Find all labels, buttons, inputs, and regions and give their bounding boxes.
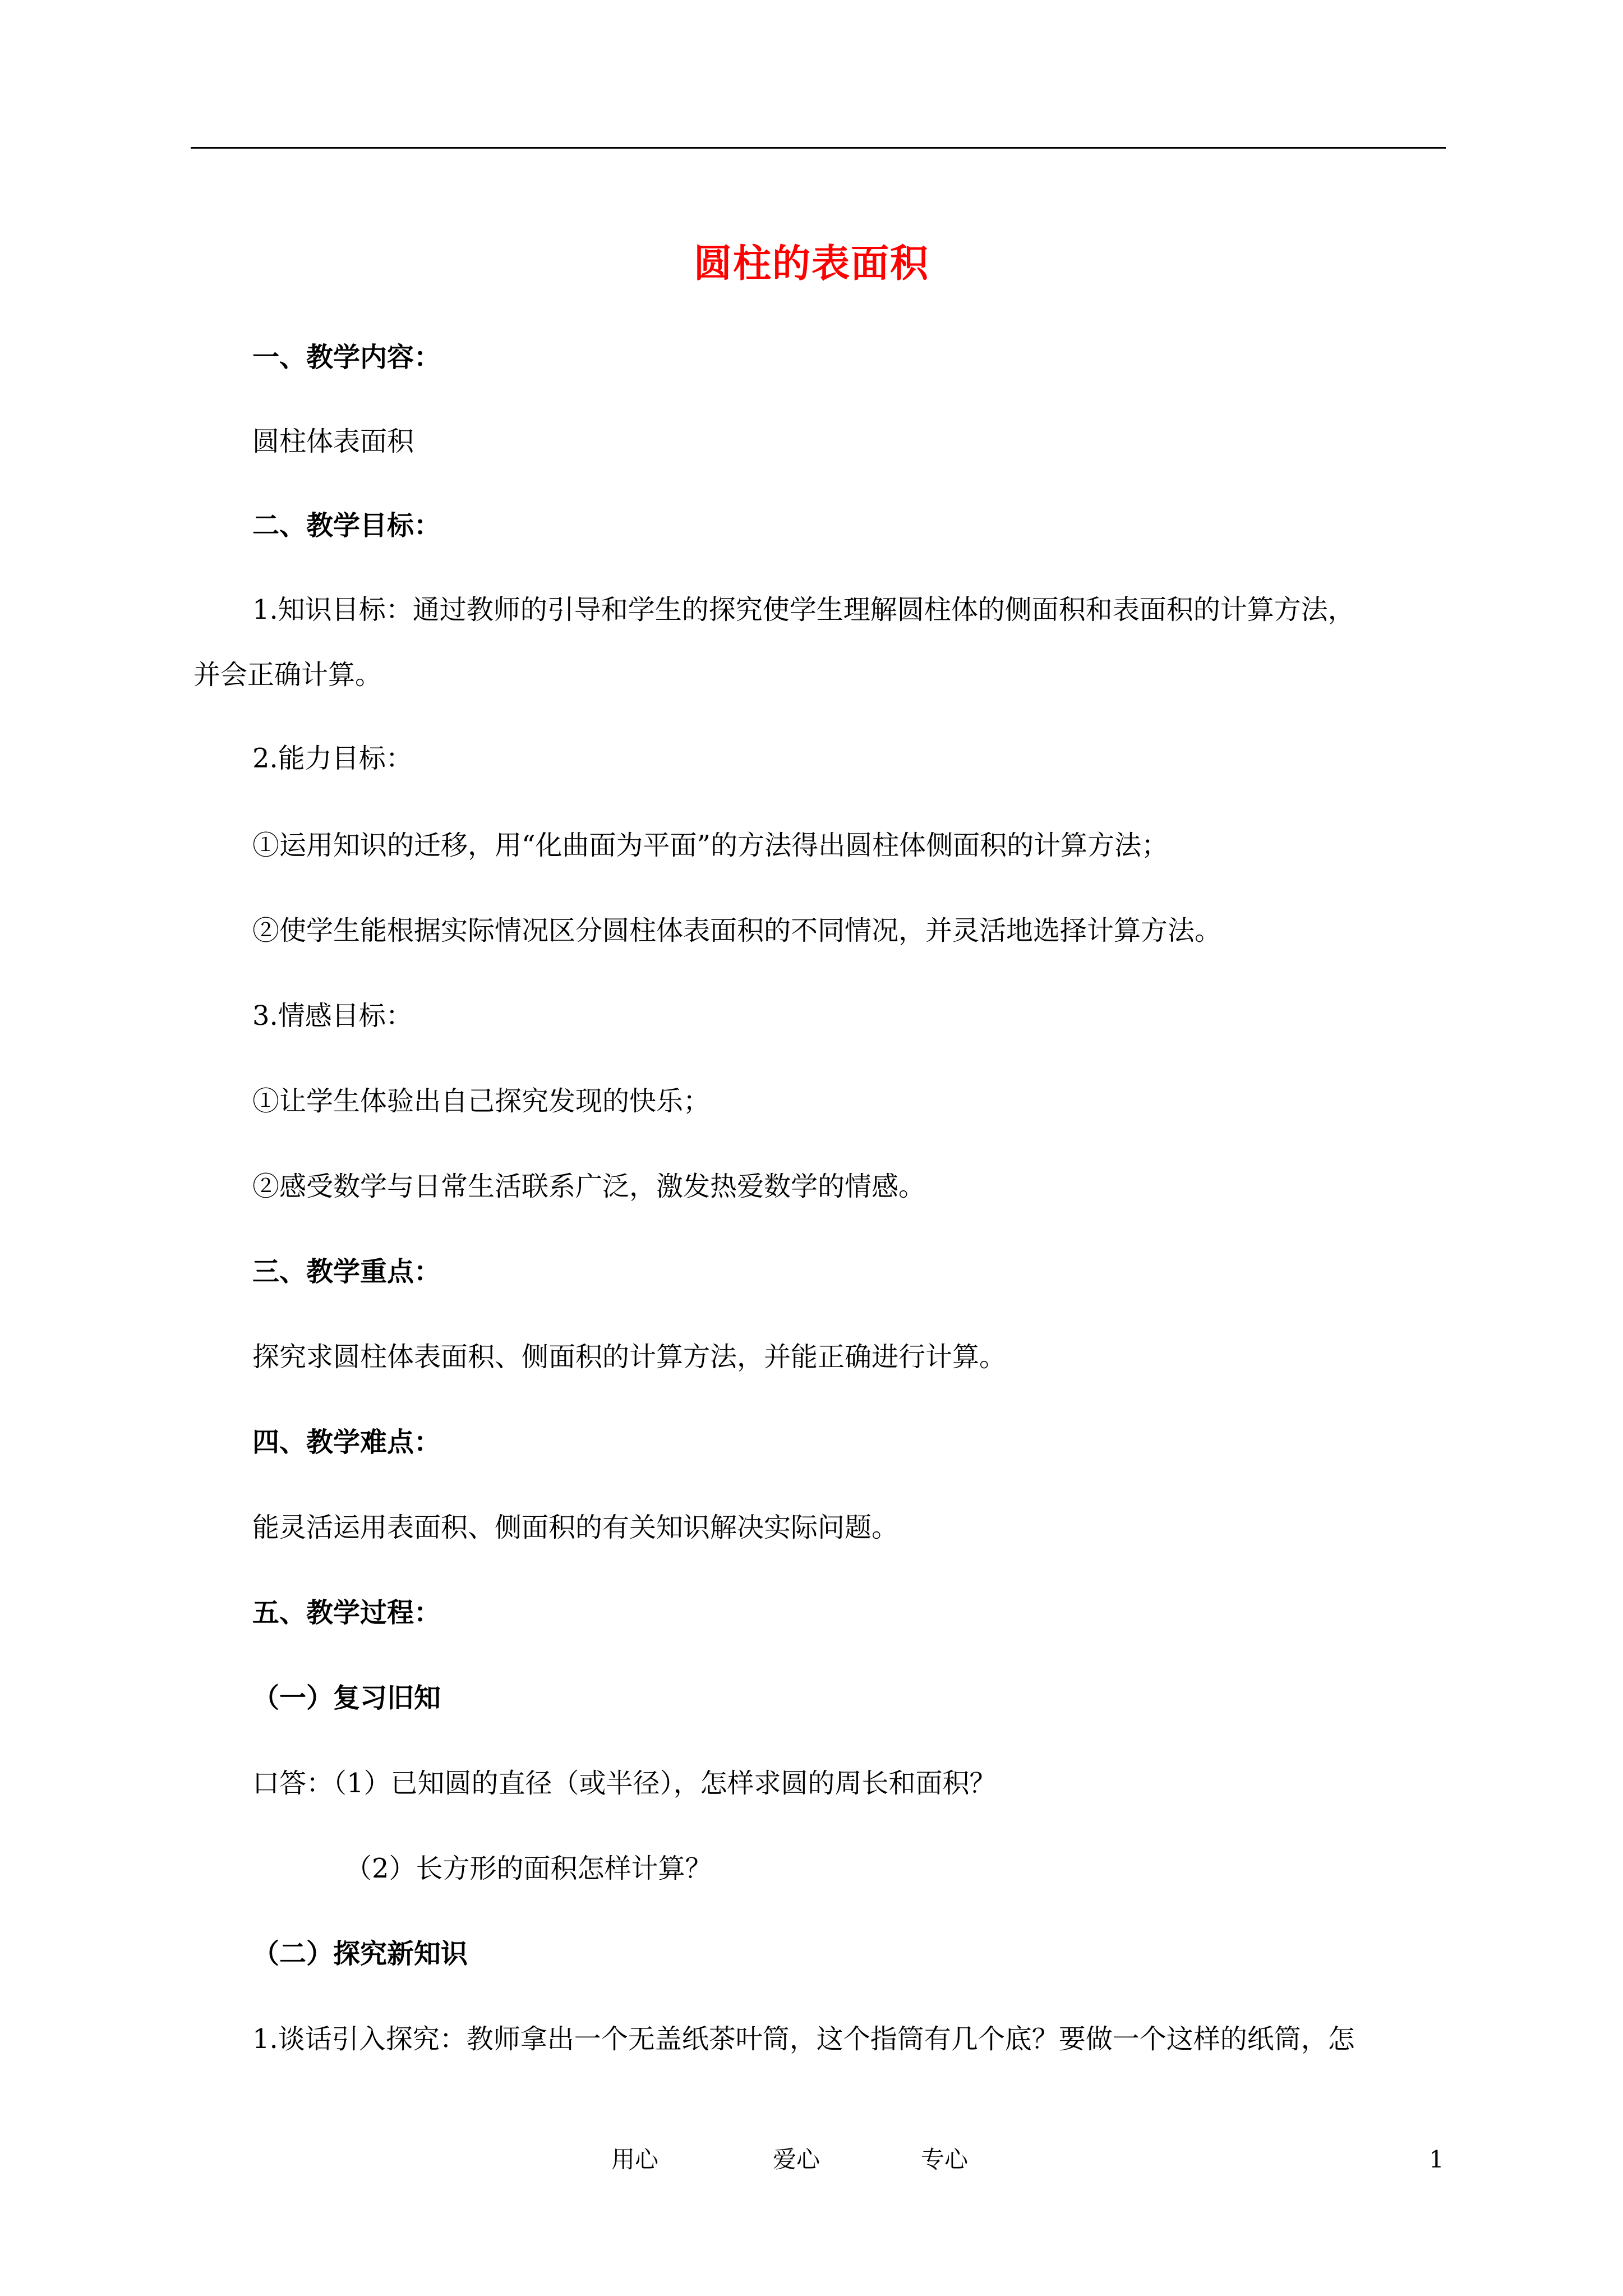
paragraph: 2.能力目标： (252, 743, 413, 774)
document-title: 圆柱的表面积 (693, 241, 929, 286)
section-heading-objectives: 二、教学目标： (252, 510, 441, 541)
paragraph: ①运用知识的迁移，用“化曲面为平面”的方法得出圆柱体侧面积的计算方法； (252, 830, 1169, 861)
paragraph: 能灵活运用表面积、侧面积的有关知识解决实际问题。 (252, 1512, 899, 1543)
paragraph: 1.谈话引入探究：教师拿出一个无盖纸茶叶筒，这个指筒有几个底？要做一个这样的纸筒，怎 (252, 2023, 1355, 2055)
header-rule (191, 147, 1446, 149)
paragraph: ①让学生体验出自己探究发现的快乐； (252, 1085, 711, 1117)
paragraph: ②感受数学与日常生活联系广泛，激发热爱数学的情感。 (252, 1171, 926, 1202)
section-heading-process: 五、教学过程： (252, 1597, 441, 1628)
section-heading-content: 一、教学内容： (252, 342, 441, 373)
section-heading-difficulty: 四、教学难点： (252, 1427, 441, 1458)
paragraph: 口答：（1）已知圆的直径（或半径），怎样求圆的周长和面积？ (252, 1768, 997, 1799)
paragraph: 探究求圆柱体表面积、侧面积的计算方法，并能正确进行计算。 (252, 1341, 1007, 1373)
paragraph-continuation: 并会正确计算。 (193, 659, 382, 691)
paragraph-indented: （2）长方形的面积怎样计算？ (345, 1853, 712, 1884)
footer-motto: 用心 (611, 2146, 659, 2173)
subsection-heading-explore: （二）探究新知识 (252, 1938, 468, 1970)
paragraph: 圆柱体表面积 (252, 426, 414, 457)
footer-motto: 爱心 (773, 2146, 820, 2173)
page-number: 1 (1429, 2146, 1444, 2173)
paragraph: 1.知识目标：通过教师的引导和学生的探究使学生理解圆柱体的侧面积和表面积的计算方法， (252, 594, 1355, 625)
footer-motto: 专心 (921, 2146, 969, 2173)
section-heading-key-point: 三、教学重点： (252, 1256, 441, 1287)
paragraph: 3.情感目标： (252, 1000, 413, 1032)
paragraph: ②使学生能根据实际情况区分圆柱体表面积的不同情况，并灵活地选择计算方法。 (252, 915, 1222, 946)
subsection-heading-review: （一）复习旧知 (252, 1682, 441, 1714)
